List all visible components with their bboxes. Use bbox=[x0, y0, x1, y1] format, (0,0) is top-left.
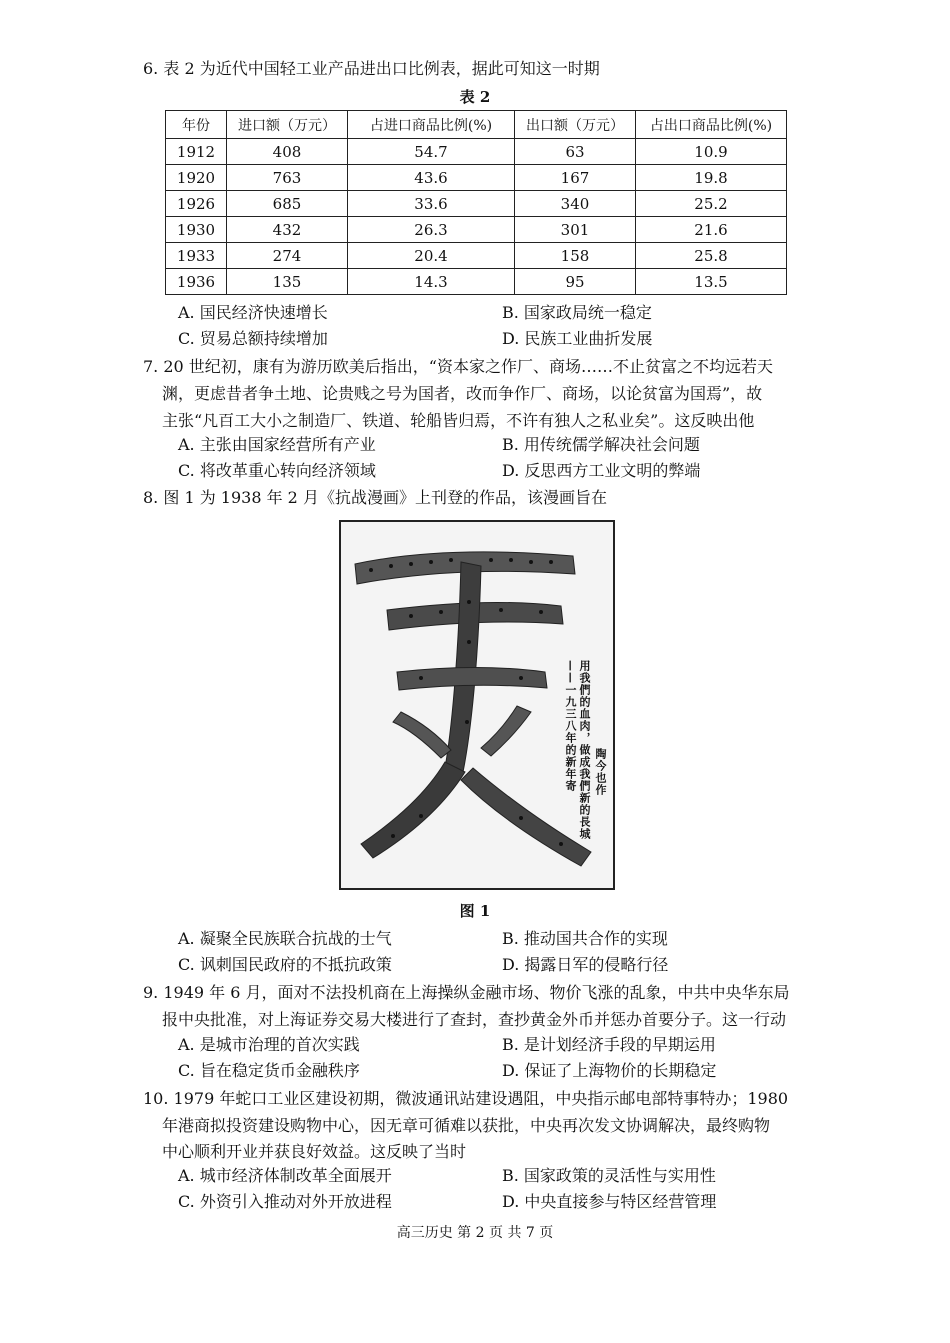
cell-export-ratio: 25.2 bbox=[636, 191, 787, 217]
q10-option-b[interactable]: B. 国家政策的灵活性与实用性 bbox=[502, 1166, 716, 1185]
cell-import-ratio: 33.6 bbox=[348, 191, 515, 217]
q10-stem-line1: 10. 1979 年蛇口工业区建设初期，微波通讯站建设遇阻，中央指示邮电部特事特办；1980 bbox=[143, 1089, 789, 1108]
cell-export-amount: 63 bbox=[515, 139, 636, 165]
q10-stem-line2: 年港商拟投资建设购物中心，因无章可循难以获批，中央再次发文协调解决，最终购物 bbox=[162, 1116, 771, 1135]
header-year: 年份 bbox=[166, 111, 227, 139]
cell-import-ratio: 20.4 bbox=[348, 243, 515, 269]
figure-caption-vertical: 用我們的血肉，做成我們新的長城——一九三八年的新年寄 bbox=[564, 660, 591, 840]
header-import-ratio: 占进口商品比例(%) bbox=[348, 111, 515, 139]
cell-import-amount: 408 bbox=[227, 139, 348, 165]
q7-stem-line2: 渊，更虑昔者争土地、论贵贱之号为国者，改而争作厂、商场，以论贫富为国焉”，故 bbox=[162, 384, 763, 403]
cell-import-ratio: 14.3 bbox=[348, 269, 515, 295]
figure-1-cartoon bbox=[339, 520, 615, 890]
table-row bbox=[166, 243, 787, 269]
cell-year: 1936 bbox=[166, 269, 227, 295]
cell-import-amount: 135 bbox=[227, 269, 348, 295]
cell-export-amount: 340 bbox=[515, 191, 636, 217]
table-row bbox=[166, 191, 787, 217]
q9-option-d[interactable]: D. 保证了上海物价的长期稳定 bbox=[502, 1061, 717, 1080]
cell-export-amount: 158 bbox=[515, 243, 636, 269]
table-row bbox=[166, 165, 787, 191]
page-footer: 高三历史 第 2 页 共 7 页 bbox=[396, 1225, 554, 1241]
cell-export-amount: 167 bbox=[515, 165, 636, 191]
cell-import-ratio: 54.7 bbox=[348, 139, 515, 165]
import-export-table bbox=[165, 110, 787, 295]
q8-option-d[interactable]: D. 揭露日军的侵略行径 bbox=[502, 955, 669, 974]
q10-option-a[interactable]: A. 城市经济体制改革全面展开 bbox=[178, 1166, 392, 1185]
q10-stem-line3: 中心顺利开业并获良好效益。这反映了当时 bbox=[162, 1142, 467, 1161]
cell-year: 1912 bbox=[166, 139, 227, 165]
figure-author: 陶今也作 bbox=[594, 748, 607, 796]
q9-option-a[interactable]: A. 是城市治理的首次实践 bbox=[178, 1035, 360, 1054]
q7-stem-line1: 7. 20 世纪初，康有为游历欧美后指出，“资本家之作厂、商场……不止贫富之不均远若天 bbox=[143, 357, 773, 376]
cell-export-ratio: 21.6 bbox=[636, 217, 787, 243]
q7-stem-line3: 主张“凡百工大小之制造厂、铁道、轮船皆归焉，不许有独人之私业矣”。这反映出他 bbox=[162, 411, 755, 430]
cell-import-amount: 763 bbox=[227, 165, 348, 191]
cell-import-ratio: 43.6 bbox=[348, 165, 515, 191]
q7-option-c[interactable]: C. 将改革重心转向经济领域 bbox=[178, 461, 376, 480]
cell-export-ratio: 10.9 bbox=[636, 139, 787, 165]
q10-option-c[interactable]: C. 外资引入推动对外开放进程 bbox=[178, 1192, 392, 1211]
q9-stem-line2: 报中央批准，对上海证券交易大楼进行了查封，查抄黄金外币并惩办首要分子。这一行动 bbox=[162, 1010, 787, 1029]
cell-import-amount: 685 bbox=[227, 191, 348, 217]
header-export-ratio: 占出口商品比例(%) bbox=[636, 111, 787, 139]
cell-export-amount: 95 bbox=[515, 269, 636, 295]
q6-option-b[interactable]: B. 国家政局统一稳定 bbox=[502, 303, 652, 322]
table-2-title: 表 2 bbox=[459, 88, 491, 106]
table-row bbox=[166, 217, 787, 243]
q9-option-c[interactable]: C. 旨在稳定货币金融秩序 bbox=[178, 1061, 360, 1080]
q8-stem: 8. 图 1 为 1938 年 2 月《抗战漫画》上刊登的作品，该漫画旨在 bbox=[143, 488, 607, 507]
q7-option-a[interactable]: A. 主张由国家经营所有产业 bbox=[178, 435, 376, 454]
q7-option-d[interactable]: D. 反思西方工业文明的弊端 bbox=[502, 461, 701, 480]
cell-import-amount: 432 bbox=[227, 217, 348, 243]
q10-option-d[interactable]: D. 中央直接参与特区经营管理 bbox=[502, 1192, 717, 1211]
header-import-amount: 进口额（万元） bbox=[227, 111, 348, 139]
q6-option-a[interactable]: A. 国民经济快速增长 bbox=[178, 303, 328, 322]
q9-option-b[interactable]: B. 是计划经济手段的早期运用 bbox=[502, 1035, 716, 1054]
cell-export-ratio: 19.8 bbox=[636, 165, 787, 191]
cell-export-amount: 301 bbox=[515, 217, 636, 243]
cell-year: 1920 bbox=[166, 165, 227, 191]
cell-import-ratio: 26.3 bbox=[348, 217, 515, 243]
table-header-row bbox=[166, 111, 787, 139]
cell-import-amount: 274 bbox=[227, 243, 348, 269]
cell-export-ratio: 25.8 bbox=[636, 243, 787, 269]
q7-option-b[interactable]: B. 用传统儒学解决社会问题 bbox=[502, 435, 700, 454]
cell-export-ratio: 13.5 bbox=[636, 269, 787, 295]
q8-option-b[interactable]: B. 推动国共合作的实现 bbox=[502, 929, 668, 948]
q9-stem-line1: 9. 1949 年 6 月，面对不法投机商在上海操纵金融市场、物价飞涨的乱象，中共中央华东局 bbox=[143, 983, 790, 1002]
table-row bbox=[166, 139, 787, 165]
figure-1-caption: 图 1 bbox=[459, 902, 491, 920]
q8-option-c[interactable]: C. 讽刺国民政府的不抵抗政策 bbox=[178, 955, 392, 974]
cell-year: 1933 bbox=[166, 243, 227, 269]
q8-option-a[interactable]: A. 凝聚全民族联合抗战的士气 bbox=[178, 929, 392, 948]
cell-year: 1926 bbox=[166, 191, 227, 217]
cell-year: 1930 bbox=[166, 217, 227, 243]
q6-option-d[interactable]: D. 民族工业曲折发展 bbox=[502, 329, 653, 348]
header-export-amount: 出口额（万元） bbox=[515, 111, 636, 139]
q6-stem: 6. 表 2 为近代中国轻工业产品进出口比例表，据此可知这一时期 bbox=[143, 59, 600, 78]
q6-option-c[interactable]: C. 贸易总额持续增加 bbox=[178, 329, 328, 348]
table-row bbox=[166, 269, 787, 295]
